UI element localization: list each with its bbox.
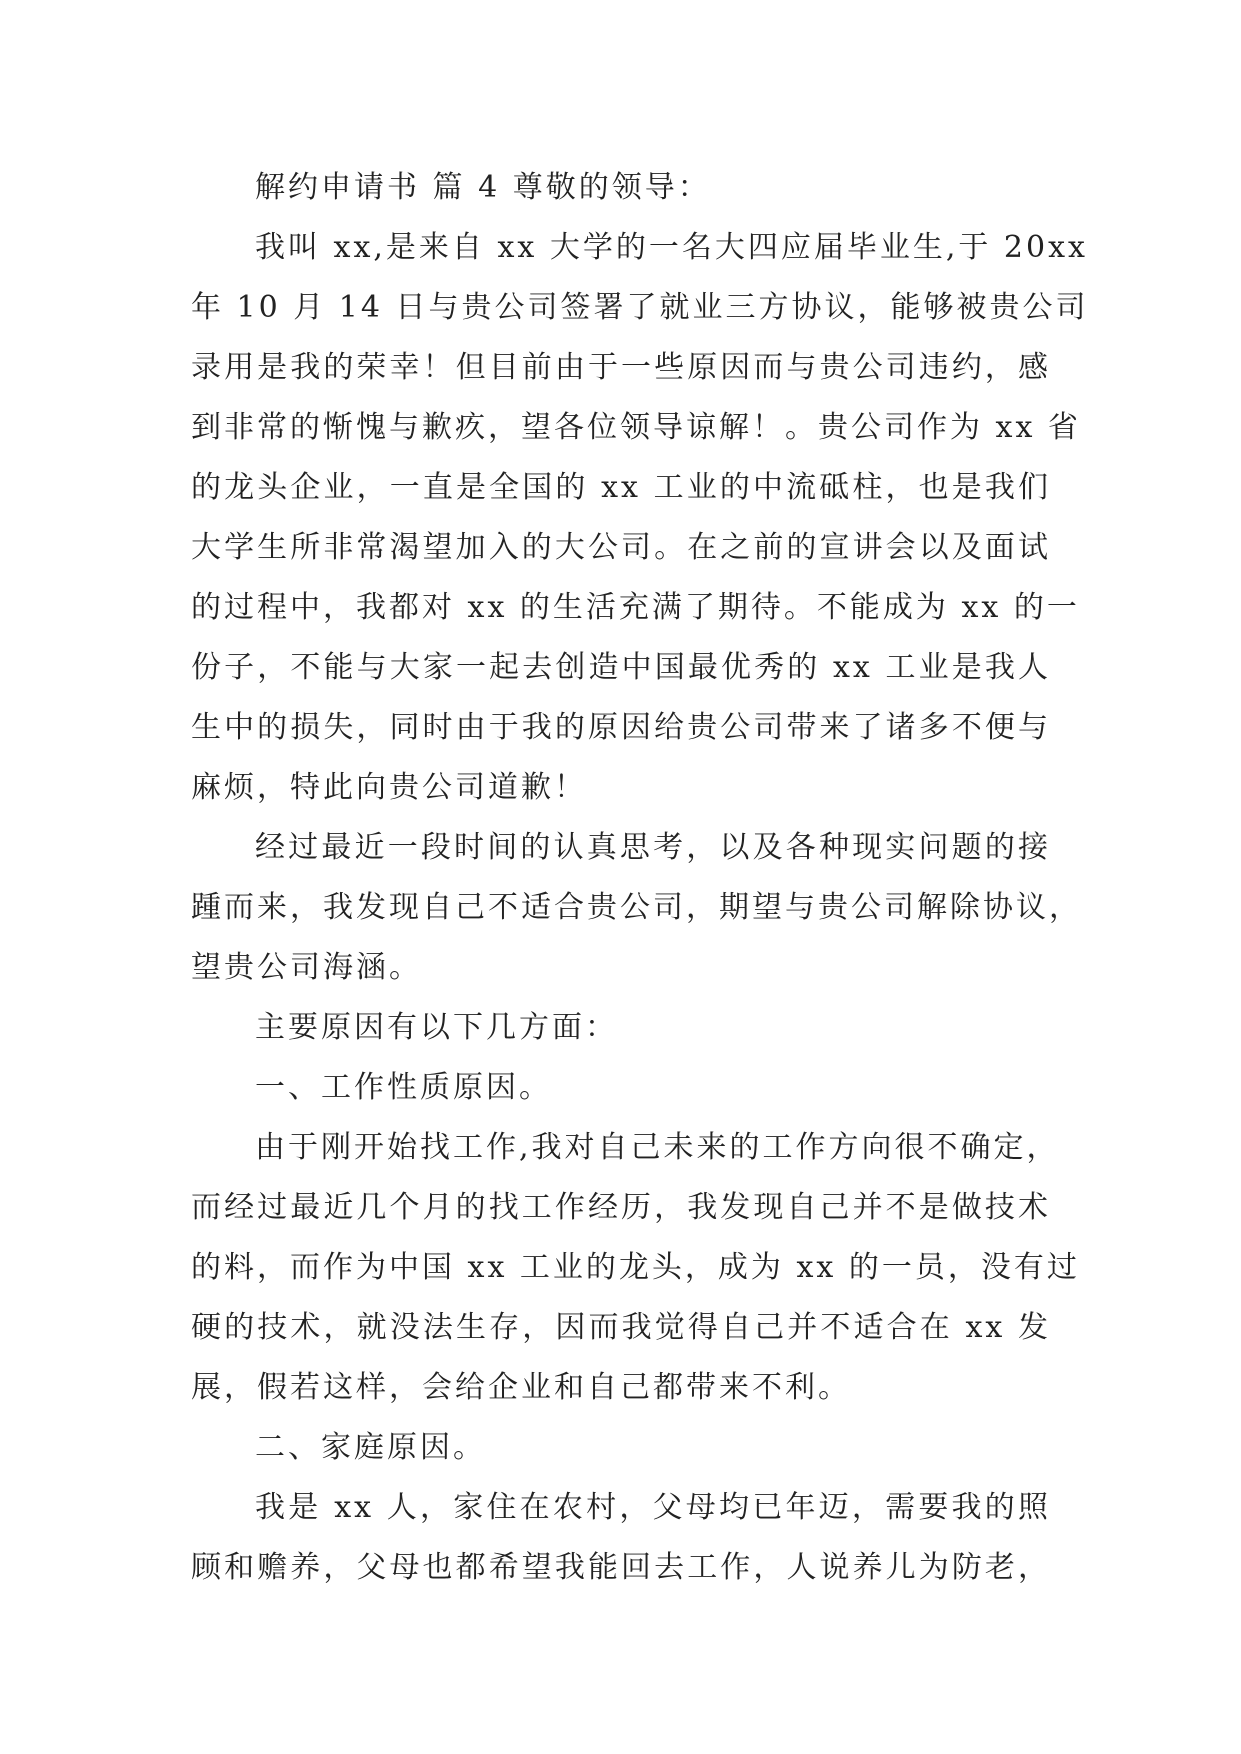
text-line: 硬的技术，就没法生存，因而我觉得自己并不适合在 xx 发 <box>191 1310 1051 1345</box>
text-line: 的龙头企业，一直是全国的 xx 工业的中流砥柱，也是我们 <box>191 470 1051 505</box>
text-line: 年 10 月 14 日与贵公司签署了就业三方协议，能够被贵公司 <box>191 290 1089 325</box>
text-line: 二、家庭原因。 <box>255 1430 486 1465</box>
text-line: 经过最近一段时间的认真思考，以及各种现实问题的接 <box>255 830 1051 865</box>
text-line: 大学生所非常渴望加入的大公司。在之前的宣讲会以及面试 <box>191 530 1051 565</box>
text-line: 我是 xx 人，家住在农村，父母均已年迈，需要我的照 <box>255 1490 1051 1525</box>
text-line: 顾和赡养，父母也都希望我能回去工作，人说养儿为防老， <box>191 1550 1051 1585</box>
text-line: 的料，而作为中国 xx 工业的龙头，成为 xx 的一员，没有过 <box>191 1250 1080 1285</box>
text-line: 解约申请书 篇 4 尊敬的领导： <box>255 170 711 205</box>
document-body <box>191 158 1089 1598</box>
text-line: 份子，不能与大家一起去创造中国最优秀的 xx 工业是我人 <box>191 650 1051 685</box>
text-line: 录用是我的荣幸！但目前由于一些原因而与贵公司违约，感 <box>191 350 1051 385</box>
text-line: 望贵公司海涵。 <box>191 950 422 985</box>
text-line: 一、工作性质原因。 <box>255 1070 552 1105</box>
text-line: 生中的损失，同时由于我的原因给贵公司带来了诸多不便与 <box>191 710 1051 745</box>
text-line: 的过程中，我都对 xx 的生活充满了期待。不能成为 xx 的一 <box>191 590 1080 625</box>
text-line: 由于刚开始找工作,我对自己未来的工作方向很不确定， <box>255 1130 1060 1165</box>
text-line: 展，假若这样，会给企业和自己都带来不利。 <box>191 1370 851 1405</box>
text-line: 我叫 xx,是来自 xx 大学的一名大四应届毕业生,于 20xx <box>255 230 1088 265</box>
text-line: 踵而来，我发现自己不适合贵公司，期望与贵公司解除协议， <box>191 890 1082 925</box>
text-line: 到非常的惭愧与歉疚，望各位领导谅解！。贵公司作为 xx 省 <box>191 410 1081 445</box>
text-line: 主要原因有以下几方面： <box>255 1010 618 1045</box>
text-line: 麻烦，特此向贵公司道歉！ <box>191 770 587 805</box>
text-line: 而经过最近几个月的找工作经历，我发现自己并不是做技术 <box>191 1190 1051 1225</box>
